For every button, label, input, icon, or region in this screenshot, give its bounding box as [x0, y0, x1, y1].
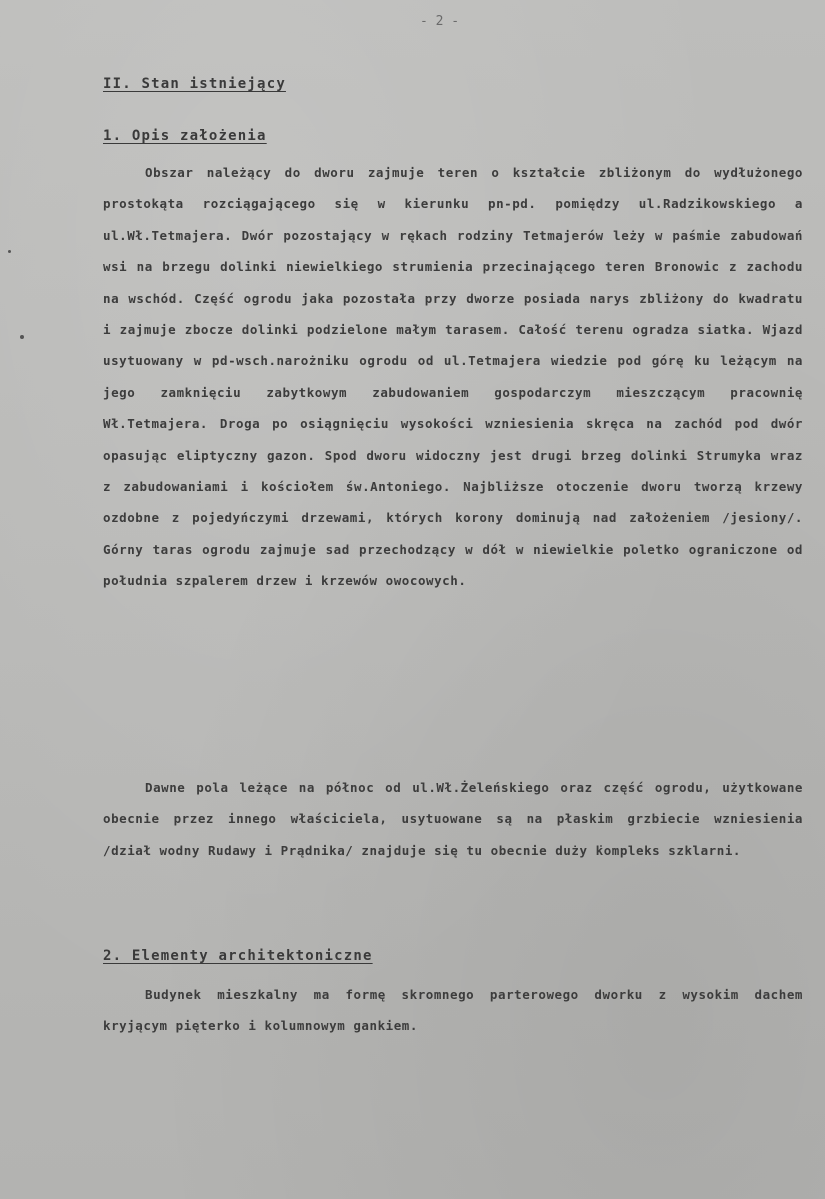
paragraph-site-description: Obszar należący do dworu zajmuje teren o kształcie zbliżonym do wydłużonego prostokąta rozciągającego się w kierunku pn-pd. pomiędzy ul.Radzikowskiego a ul.Wł.Tetmajera. Dwór pozostający w rękach rodziny Tetmajerów leży w paśmie zabudowań wsi na brzegu dolinki niewielkiego strumienia przecinającego teren Bronowic z zachodu na wschód. Część ogrodu jaka pozostała przy dworze posiada narys zbliżony do kwadratu i zajmuje zbocze dolinki podzielone małym tarasem. Całość terenu ogradza siatka. Wjazd usytuowany w pd-wsch.narożniku ogrodu od ul.Tetmajera wiedzie pod górę ku leżącym na jego zamknięciu zabytkowym zabudowaniem gospodarczym mieszczącym pracownię Wł.Tetmajera. Droga po osiągnięciu wysokości wzniesienia skręca na zachód pod dwór opasując eliptyczny gazon. Spod dworu widoczny jest drugi brzeg dolinki Strumyka wraz z zabudowaniami i kościołem św.Antoniego. Najbliższe otoczenie dworu tworzą krzewy ozdobne z pojedyńczymi drzewami, których korony dominują nad założeniem /jesiony/. Górny taras ogrodu zajmuje sad przechodzący w dół w niewielkie poletko ograniczone od południa szpalerem drzew i krzewów owocowych.	[103, 165, 803, 589]
paragraph-former-fields: Dawne pola leżące na północ od ul.Wł.Żeleńskiego oraz część ogrodu, użytkowane obecnie przez innego właściciela, usytuowane są na płaskim grzbiecie wzniesienia /dział wodny Rudawy i Prądnika/ znajduje się tu obecnie duży kompleks szklarni.	[103, 780, 803, 858]
subsection-heading-description: 1. Opis założenia	[103, 128, 267, 144]
section-heading: II. Stan istniejący	[103, 76, 286, 92]
paper-speck	[20, 335, 24, 339]
subsection-heading-architecture: 2. Elementy architektoniczne	[103, 948, 373, 964]
page-number: - 2 -	[420, 14, 460, 29]
paper-speck	[8, 250, 11, 253]
paragraph-residential-building: Budynek mieszkalny ma formę skromnego parterowego dworku z wysokim dachem kryjącym pięterko i kolumnowym gankiem.	[103, 987, 803, 1034]
